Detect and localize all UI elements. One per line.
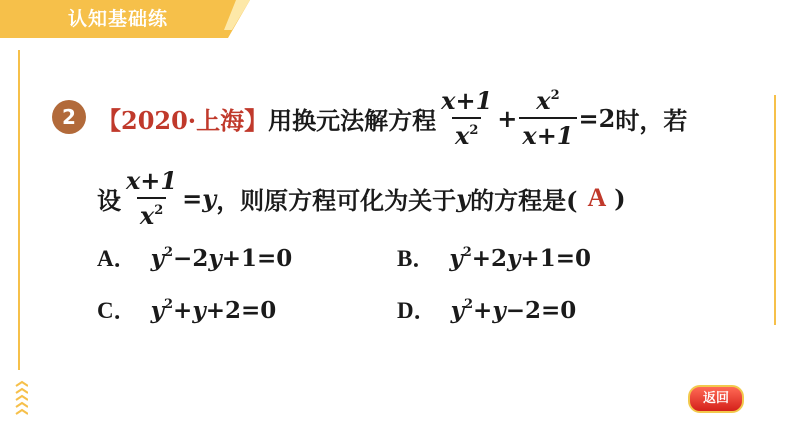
question-line-1-tail: 时，若 [615,105,688,135]
question-line-2-text: ，则原方程可化为关于 [216,185,457,215]
fraction-2-numerator: $x^2$ [536,86,560,115]
question-line-2-lead: 设 [97,185,121,215]
option-d-letter: D． [397,298,437,323]
equals-two: =2 [578,103,616,133]
option-b-letter: B． [397,246,436,271]
close-paren: ) [614,183,626,213]
chevron-decoration-icon [14,380,28,420]
fraction-2 [519,86,576,150]
back-button[interactable]: 返回 [688,385,744,413]
fraction-1 [438,86,495,150]
fraction-1-denominator: $x^2$ [452,117,481,150]
option-c[interactable]: C． $y^2+y+2=0$ [97,297,277,324]
right-divider [774,95,776,325]
option-a-letter: A． [97,246,137,271]
answer-mark: A [587,183,607,212]
section-tab [0,0,250,40]
question-line-2-text-2: 的方程是( [470,185,578,215]
option-d[interactable]: D． $y^2+y-2=0$ [397,297,577,324]
option-c-letter: C． [97,298,137,323]
variable-y-2: y [456,183,471,213]
substitution-numerator: x+1 [126,166,178,195]
substitution-denominator: $x^2$ [137,197,166,230]
left-divider [18,50,20,370]
question-line-2 [97,166,626,230]
fraction-1-numerator: x+1 [441,86,493,115]
plus-sign: + [497,103,518,133]
option-a[interactable]: A． $y^2-2y+1=0$ [97,245,293,272]
section-title: 认知基础练 [68,8,169,30]
equals-sign: = [182,183,203,213]
question-number-badge: 2 [52,100,86,134]
question-source: 【2020·上海】 [97,105,269,135]
substitution-fraction [123,166,180,230]
fraction-2-denominator: x+1 [519,117,576,150]
question-text: 用换元法解方程 [268,105,437,135]
question-line-1 [97,86,687,150]
option-b[interactable]: B． $y^2+2y+1=0$ [397,245,591,272]
variable-y: y [202,183,217,213]
